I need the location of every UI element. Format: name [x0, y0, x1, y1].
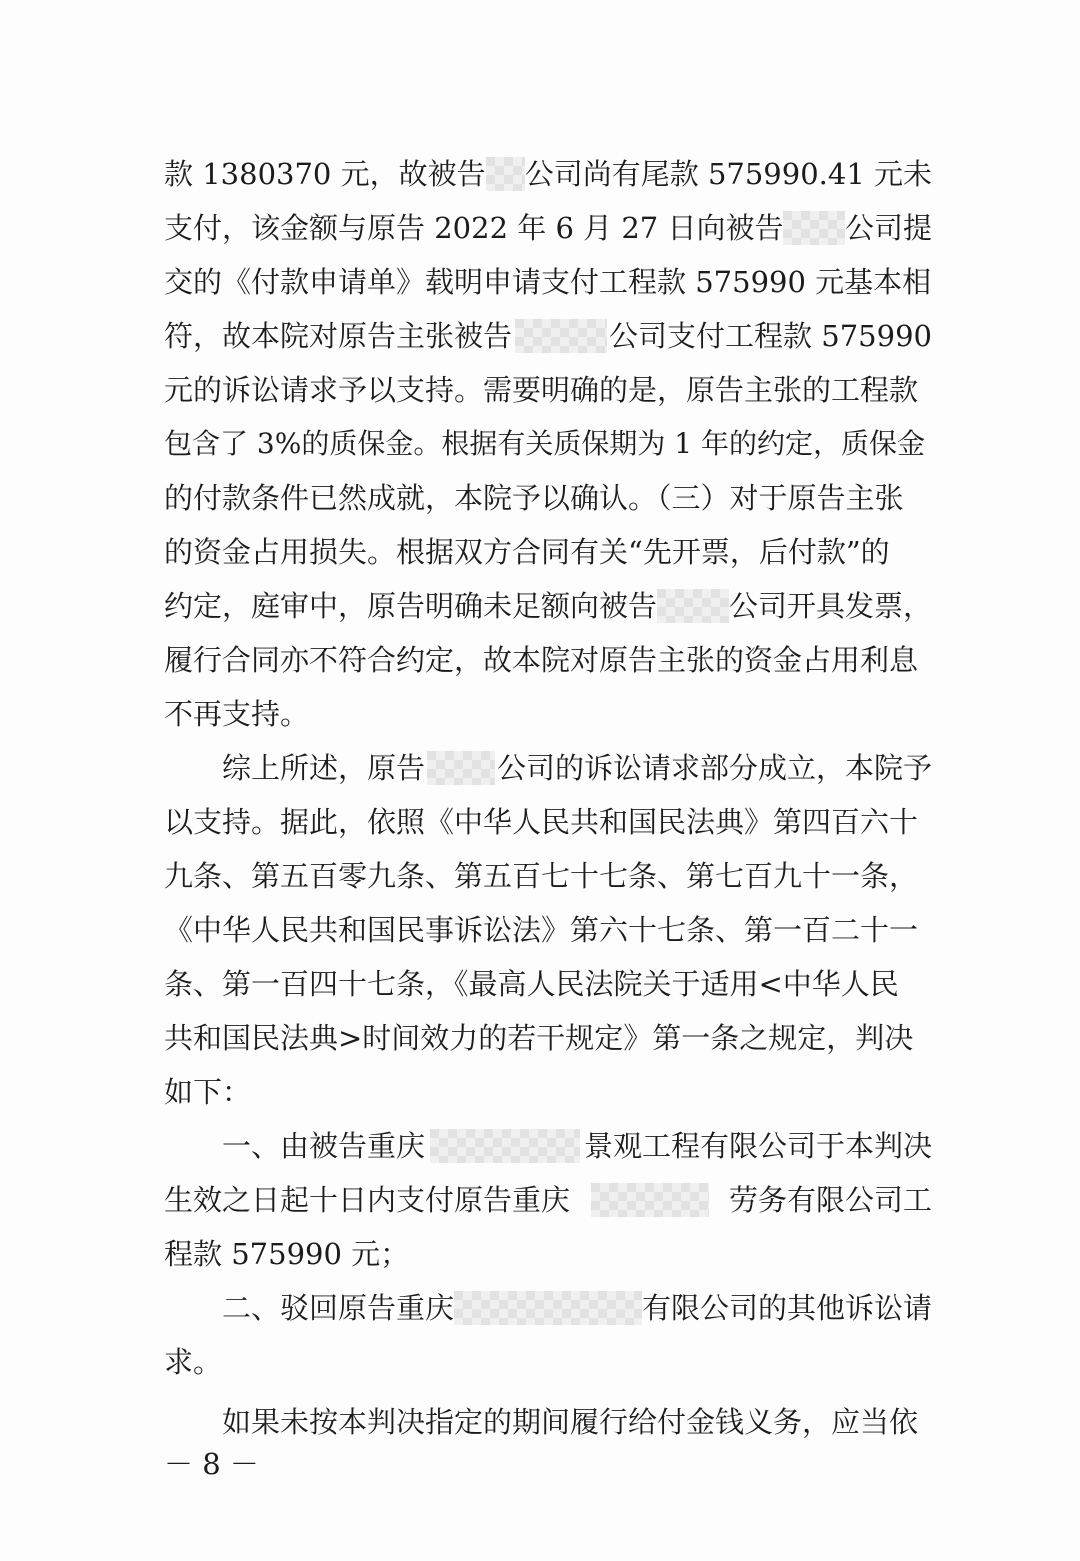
text-line [164, 633, 932, 687]
text-line [164, 903, 932, 957]
text-segment: 符，故本院对原告主张被告 [164, 319, 513, 353]
text-line [164, 795, 932, 849]
text-segment: 求。 [164, 1345, 223, 1379]
text-line [164, 1065, 932, 1119]
redaction-mosaic [657, 589, 729, 623]
text-line [164, 579, 932, 633]
redaction-mosaic [454, 1291, 642, 1325]
text-line [164, 1173, 932, 1227]
text-line [164, 363, 932, 417]
text-line [164, 147, 932, 201]
redaction-mosaic [427, 751, 495, 785]
text-line [164, 957, 932, 1011]
text-segment: 共和国民法典>时间效力的若干规定》第一条之规定，判决 [164, 1021, 914, 1055]
text-line [164, 309, 932, 363]
text-segment: 公司尚有尾款 575990.41 元未 [524, 157, 932, 191]
text-segment: 条、第一百四十七条，《最高人民法院关于适用<中华人民 [164, 967, 899, 1001]
text-line [164, 525, 932, 579]
text-line [222, 1395, 932, 1449]
text-segment: 支付，该金额与原告 2022 年 6 月 27 日向被告 [164, 211, 784, 245]
text-line [222, 741, 932, 795]
redaction-mosaic [486, 157, 525, 191]
redaction-mosaic [783, 211, 845, 245]
text-segment: 劳务有限公司工 [728, 1183, 932, 1217]
text-line [164, 1335, 932, 1389]
redaction-mosaic [515, 319, 607, 353]
text-line [164, 1011, 932, 1065]
text-segment: 程款 575990 元； [164, 1237, 410, 1271]
text-segment: 公司开具发票， [728, 589, 932, 623]
text-line [222, 1119, 932, 1173]
text-line [164, 687, 932, 741]
text-line [222, 1281, 932, 1335]
text-segment: 约定，庭审中，原告明确未足额向被告 [164, 589, 658, 623]
redaction-mosaic [591, 1183, 709, 1217]
text-segment: 的付款条件已然成就，本院予以确认。（三）对于原告主张 [164, 481, 904, 515]
text-segment: 二、驳回原告重庆 [222, 1291, 455, 1325]
text-segment: 如下： [164, 1075, 252, 1109]
text-segment: 综上所述，原告 [222, 751, 426, 785]
text-segment: 交的《付款申请单》载明申请支付工程款 575990 元基本相 [164, 265, 932, 299]
text-segment: 景观工程有限公司于本判决 [583, 1129, 932, 1163]
text-segment: 《中华人民共和国民事诉讼法》第六十七条、第一百二十一 [164, 913, 919, 947]
text-segment: 履行合同亦不符合约定，故本院对原告主张的资金占用利息 [164, 643, 919, 677]
text-segment: 公司支付工程款 575990 [609, 319, 932, 353]
text-segment: 不再支持。 [164, 697, 310, 731]
text-segment: 款 1380370 元，故被告 [164, 157, 486, 191]
text-segment: 元的诉讼请求予以支持。需要明确的是，原告主张的工程款 [164, 373, 919, 407]
text-segment: 公司的诉讼请求部分成立，本院予 [496, 751, 932, 785]
text-line [164, 201, 932, 255]
text-segment: 有限公司的其他诉讼请 [641, 1291, 932, 1325]
text-segment: 九条、第五百零九条、第五百七十七条、第七百九十一条， [164, 859, 919, 893]
text-segment: 包含了 3%的质保金。根据有关质保期为 1 年的约定，质保金 [164, 427, 925, 460]
text-segment: 如果未按本判决指定的期间履行给付金钱义务，应当依 [222, 1405, 919, 1439]
text-segment: 生效之日起十日内支付原告重庆 [164, 1183, 571, 1217]
text-line [164, 417, 932, 471]
text-line [164, 255, 932, 309]
text-segment: 一、由被告重庆 [222, 1129, 426, 1163]
text-line [164, 1227, 932, 1281]
text-segment: 以支持。据此，依照《中华人民共和国民法典》第四百六十 [164, 805, 919, 839]
text-segment: 的资金占用损失。根据双方合同有关“先开票，后付款”的 [164, 535, 890, 569]
text-segment: 公司提 [844, 211, 932, 245]
redaction-mosaic [430, 1129, 580, 1163]
page-number: － 8 － [164, 1447, 259, 1481]
text-line [164, 471, 932, 525]
text-line [164, 849, 932, 903]
